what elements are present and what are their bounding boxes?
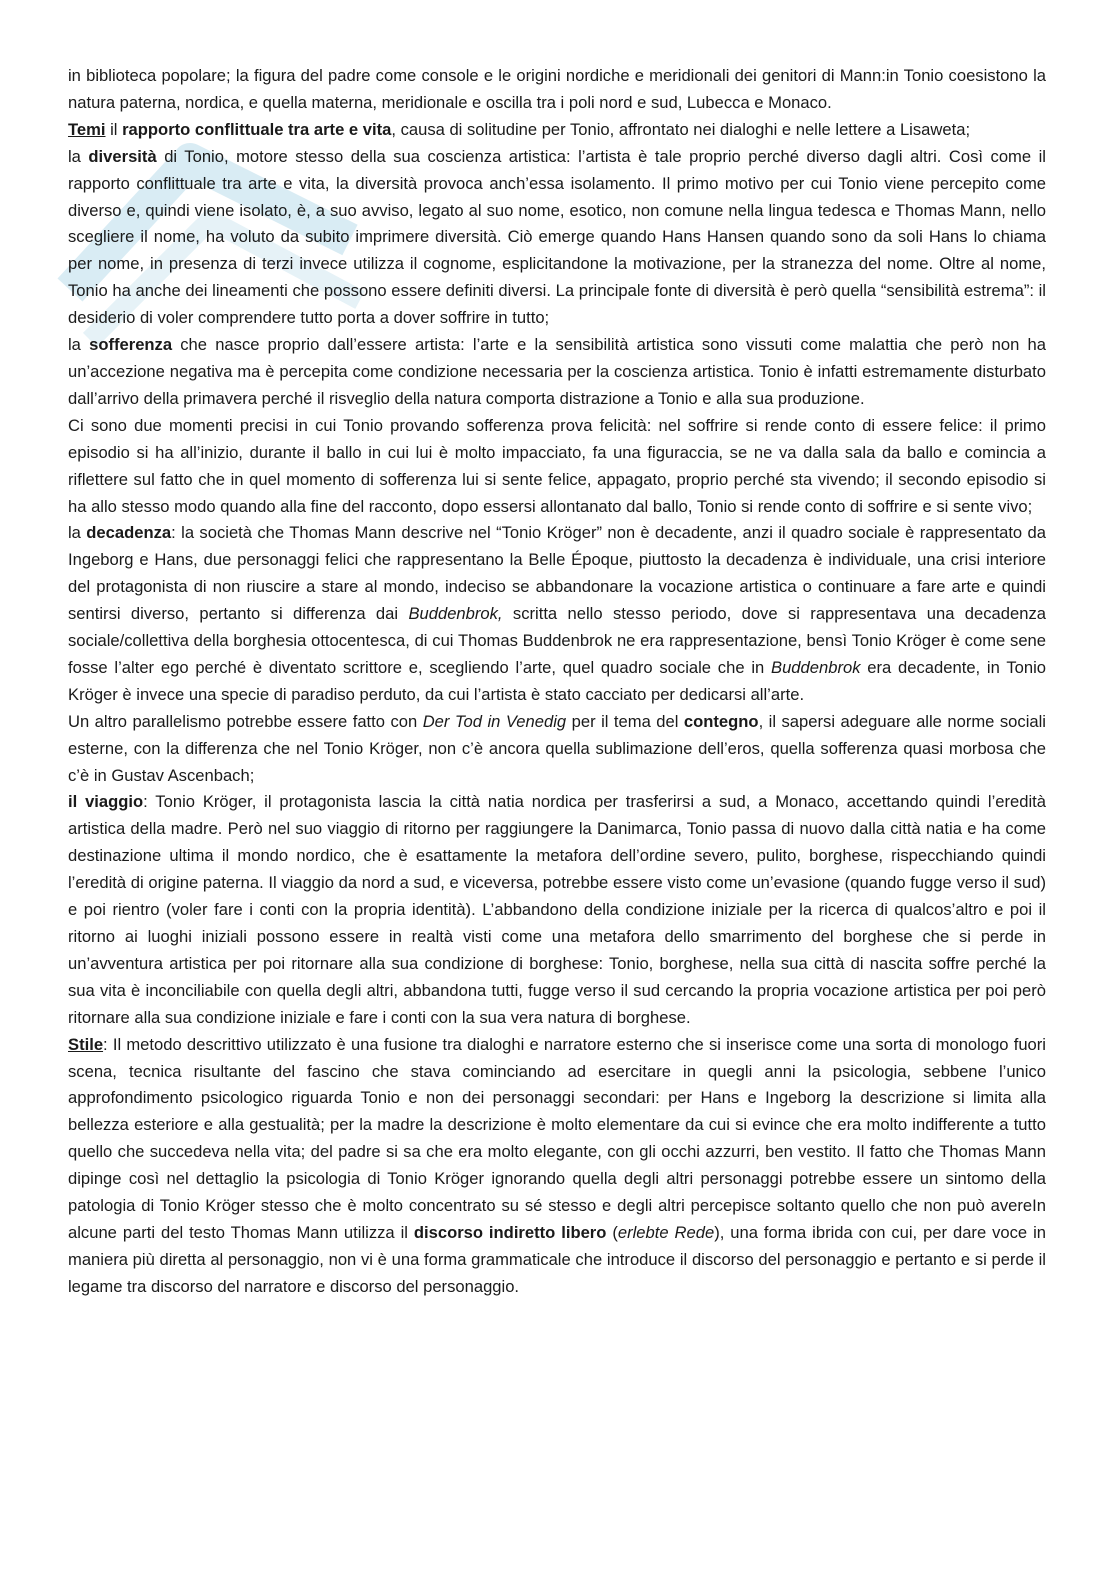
text-run: , causa di solitudine per Tonio, affrontato nei dialoghi e nelle lettere a Lisaweta;	[391, 119, 971, 139]
paragraph-contegno	[68, 709, 1046, 790]
section-label-temi: Temi	[68, 119, 106, 139]
text-run: , il sapersi adeguare alle norme sociali esterne, con la differenza che nel Tonio Kröger, non c’è ancora quella sublimazione dell’eros, quella sofferenza quasi morbosa che c’è in Gustav Ascenbach;	[68, 711, 1046, 785]
text-run: la	[68, 523, 87, 543]
term-viaggio: il viaggio	[68, 792, 144, 812]
title-buddenbrok: Buddenbrok	[771, 657, 861, 677]
paragraph-origins: in biblioteca popolare; la figura del padre come console e le origini nordiche e meridionali dei genitori di Mann:in Tonio coesistono la natura paterna, nordica, e quella materna, meridionale e oscilla tra i poli nord e sud, Lubecca e Monaco.	[68, 66, 1046, 112]
text-run: era decadente, in Tonio Kröger è invece una specie di paradiso perduto, da cui l’artista è stato cacciato per dedicarsi all’arte.	[68, 657, 1046, 704]
term-sofferenza: sofferenza	[89, 335, 173, 355]
paragraph-decadenza	[68, 520, 1046, 708]
text-run: : Tonio Kröger, il protagonista lascia la città natia nordica per trasferirsi a sud, a Monaco, accettando quindi l’eredità artistica della madre. Però nel suo viaggio di ritorno per raggiungere la Danimarca, Tonio passa di nuovo dalla città natia e ha come destinazione ultima il mondo nordico, che è esattamente la metafora dell’ordine severo, pulito, borghese, rispecchiando quindi l’eredità di origine paterna. Il viaggio da nord a sud, e viceversa, potrebbe essere visto come un’evasione (quando fugge verso il sud) e poi rientro (voler fare i conti con la propria identità). L’abbandono della condizione iniziale per la ricerca di qualcos’altro e poi il ritorno ai luoghi iniziali possono essere in realtà visti come una metafora dello smarrimento del borghese che si perde in un’avventura artistica per poi ritornare alla sua condizione di borghese: Tonio, borghese, nella sua città di nascita soffre perché la sua vita è inconciliabile con quella degli altri, abbandona tutti, fugge verso il sud cercando la propria vocazione artistica per poi però ritornare alla sua condizione iniziale e fare i conti con la sua vera natura di borghese.	[68, 792, 1046, 1027]
text-run: per il tema del	[566, 711, 684, 731]
text-run: il	[105, 119, 123, 139]
text-run: ), una forma ibrida con cui, per dare voce in maniera più diretta al personaggio, non vi è una forma grammaticale che introduce il discorso del personaggio e pertanto e si perde il legame tra discorso del narratore e discorso del personaggio.	[68, 1222, 1046, 1296]
title-buddenbrok: Buddenbrok,	[408, 604, 503, 624]
text-run: Un altro parallelismo potrebbe essere fatto con	[68, 711, 423, 731]
text-run: che nasce proprio dall’essere artista: l’arte e la sensibilità artistica sono vissuti come malattia che però non ha un’accezione negativa ma è percepita come condizione necessaria per la coscienza artistica. Tonio è infatti estremamente disturbato dall’arrivo della primavera perché il risveglio della natura comporta distrazione a Tonio e alla sua produzione.	[68, 335, 1047, 408]
term-discorso-indiretto: discorso indiretto libero	[413, 1222, 607, 1242]
text-run: di Tonio, motore stesso della sua coscienza artistica: l’artista è tale proprio perché diverso dagli altri. Così come il rapporto conflittuale tra arte e vita, la diversità provoca anch’essa isolamento. Il primo motivo per cui Tonio viene percepito come diverso e, quindi viene isolato, è, a suo avviso, legato al suo nome, esotico, non comune nella lingua tedesca e Thomas Mann, nello scegliere il nome, ha voluto da subito imprimere diversità. Ciò emerge quando Hans Hansen quando sono da soli Hans lo chiama per nome, in presenza di terzi invece utilizza il cognome, esplicitandone la motivazione, per la stranezza del nome. Oltre al nome, Tonio ha anche dei lineamenti che possono essere definiti diversi. La principale fonte di diversità è però quella “sensibilità estrema”: il desiderio di voler comprendere tutto porta a dover soffrire in tutto;	[68, 146, 1046, 328]
term-arte-vita: rapporto conflittuale tra arte e vita	[122, 119, 392, 139]
text-run: : Il metodo descrittivo utilizzato è una fusione tra dialoghi e narratore esterno che si inserisce come una sorta di monologo fuori scena, tecnica risultante del fascino che stava cominciando ad esercitare in quegli anni la psicologia, sebbene l’unico approfondimento psicologico riguarda Tonio e non dei personaggi secondari: per Hans e Ingeborg la descrizione si limita alla bellezza esteriore e alla gestualità; per la madre la descrizione è molto elementare da cui si evince che era molto indifferente a tutto quello che succedeva nella vita; del padre si sa che era molto elegante, con gli occhi azzurri, ben vestito. Il fatto che Thomas Mann dipinge così nel dettaglio la psicologia di Tonio Kröger ignorando quella degli altri personaggi potrebbe essere un sintomo della patologia di Tonio Kröger stesso che è molto concentrato su sé stesso e degli altri percepisce soltanto quello che non può avereIn alcune parti del testo Thomas Mann utilizza il	[68, 1034, 1046, 1242]
term-decadenza: decadenza	[86, 523, 172, 543]
term-diversita: diversità	[88, 146, 157, 166]
title-tod-in-venedig: Der Tod in Venedig	[422, 711, 567, 731]
paragraph-temi	[68, 117, 1046, 144]
text-run: scritta nello stesso periodo, dove si rappresentava una decadenza sociale/collettiva della borghesia ottocentesca, di cui Thomas Buddenbrok ne era rappresentazione, bensì Tonio Kröger è come sene fosse l’alter ego perché è diventato scrittore e, scegliendo l’arte, quel quadro sociale che in	[68, 604, 1046, 677]
text-run: la	[68, 335, 90, 355]
text-run: (	[606, 1222, 618, 1242]
section-label-stile: Stile	[68, 1034, 104, 1054]
text-run: la	[68, 146, 89, 166]
paragraph-diversita	[68, 144, 1046, 332]
text-run: : la società che Thomas Mann descrive nel “Tonio Kröger” non è decadente, anzi il quadro sociale è rappresentato da Ingeborg e Hans, due personaggi felici che rappresentano la Belle Époque, piuttosto la decadenza è individuale, una crisi interiore del protagonista di non riuscire a stare al mondo, indeciso se abbandonare la vocazione artistica o continuare a fare arte e quindi sentirsi diverso, pertanto si differenza dai	[68, 523, 1046, 624]
paragraph-viaggio	[68, 789, 1046, 1031]
paragraph-sofferenza	[68, 332, 1046, 413]
term-contegno: contegno	[683, 711, 759, 731]
paragraph-felicita: Ci sono due momenti precisi in cui Tonio provando sofferenza prova felicità: nel soffrire si rende conto di essere felice: il primo episodio si ha all’inizio, durante il ballo in cui lui è molto impacciato, fa una figuraccia, se ne va dalla sala da ballo e comincia a riflettere sul fatto che in quel momento di sofferenza lui si sente felice, appagato, proprio perché sta vivendo; il secondo episodio si ha allo stesso modo quando alla fine del racconto, dopo essersi allontanato dal ballo, Tonio si rende conto di soffrire e si sente vivo;	[68, 415, 1046, 516]
term-erlebte-rede: erlebte Rede	[617, 1222, 715, 1242]
paragraph-stile	[68, 1032, 1046, 1301]
document-body	[68, 63, 1046, 1301]
